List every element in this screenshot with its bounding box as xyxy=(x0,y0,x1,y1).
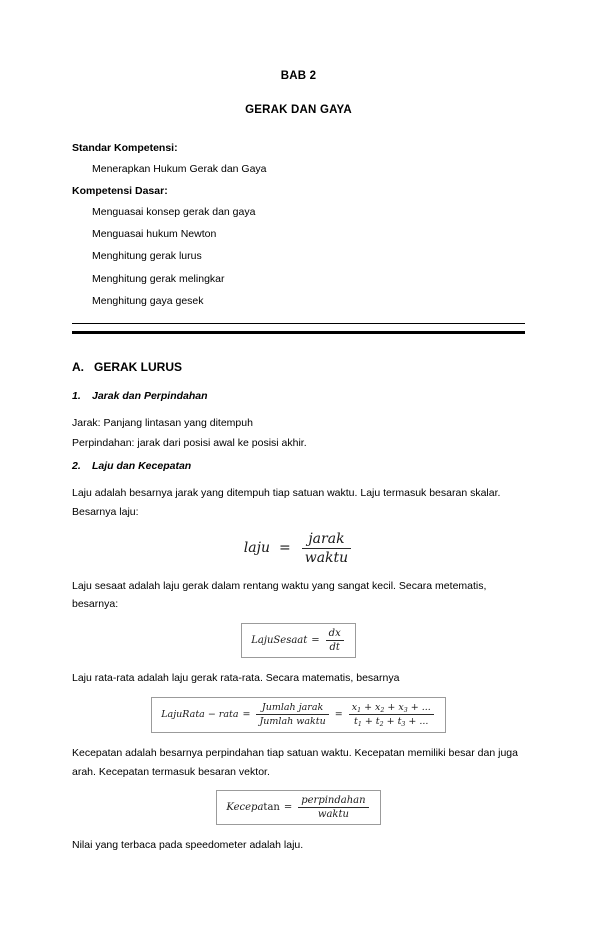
list-item: Menghitung gerak melingkar xyxy=(92,272,225,285)
fraction-denominator-terms xyxy=(349,715,434,728)
equation-lhs: LajuSesaat xyxy=(251,634,308,646)
plus-sign: + xyxy=(364,716,373,728)
fraction-denominator: Jumlah waktu xyxy=(259,716,326,728)
standar-kompetensi-label: Standar Kompetensi: xyxy=(72,142,178,154)
term-subscript: 3 xyxy=(401,721,406,729)
equation-operator: = xyxy=(242,709,251,721)
list-item: Menguasai hukum Newton xyxy=(92,228,217,241)
fraction-terms xyxy=(349,702,434,729)
term: x xyxy=(351,701,358,713)
paragraph-laju-rata-rata: Laju rata-rata adalah laju gerak rata-rata. Secara matematis, besarnya xyxy=(72,671,400,684)
paragraph-laju-sesaat: Laju sesaat adalah laju gerak dalam rentang waktu yang sangat kecil. Secara metematis, besarnya: xyxy=(72,579,487,611)
section-heading-gerak-lurus xyxy=(72,360,525,374)
equation-lhs: Kecepa xyxy=(226,802,264,814)
fraction-denominator: dt xyxy=(329,641,340,653)
fraction-numerator: dx xyxy=(326,628,344,641)
term: x xyxy=(398,701,404,713)
equation-operator: = xyxy=(283,802,293,814)
paragraph-jarak: Jarak: Panjang lintasan yang ditempuh xyxy=(72,416,253,429)
page-subtitle: GERAK DAN GAYA xyxy=(245,104,352,116)
fraction-numerator-terms xyxy=(349,702,434,716)
term: t xyxy=(354,716,358,728)
fraction xyxy=(298,795,368,820)
fraction xyxy=(326,628,344,653)
equation-row-laju-rata-rata xyxy=(72,697,525,734)
term-subscript: 1 xyxy=(357,721,362,729)
page-title: BAB 2 xyxy=(280,70,317,82)
paragraph-laju-definisi: Laju adalah besarnya jarak yang ditempuh tiap satuan waktu. Laju termasuk besaran skalar. Besarnya laju: xyxy=(72,487,501,518)
kompetensi-dasar-label: Kompetensi Dasar: xyxy=(72,185,168,198)
subsection-number: 1. xyxy=(72,389,81,402)
plus-sign: + xyxy=(408,716,417,728)
fraction-denominator: waktu xyxy=(317,809,349,821)
equation-laju-sesaat xyxy=(241,623,355,658)
list-item: Menghitung gerak lurus xyxy=(92,250,202,263)
paragraph-kecepatan: Kecepatan adalah besarnya perpindahan tiap satuan waktu. Kecepatan memiliki besar dan juga arah. Kecepatan termasuk besaran vektor. xyxy=(72,747,518,778)
subsection-title: Laju dan Kecepatan xyxy=(92,460,192,473)
equation-laju xyxy=(244,531,353,566)
fraction-numerator: perpindahan xyxy=(298,795,368,808)
plus-sign: + xyxy=(410,701,419,713)
equation-row-laju xyxy=(72,531,525,566)
list-item: Menerapkan Hukum Gerak dan Gaya xyxy=(92,163,267,175)
subsection-title: Jarak dan Perpindahan xyxy=(92,389,208,402)
equation-row-laju-sesaat xyxy=(72,623,525,658)
equation-row-kecepatan xyxy=(72,790,525,825)
paragraph-speedometer: Nilai yang terbaca pada speedometer adalah laju. xyxy=(72,839,304,852)
term-subscript: 2 xyxy=(380,706,385,714)
subsection-number: 2. xyxy=(72,460,81,473)
term: t xyxy=(397,716,402,728)
equation-operator: = xyxy=(311,634,320,646)
equation-lhs-upright: tan xyxy=(263,802,280,814)
equation-laju-rata-rata xyxy=(151,697,446,734)
fraction-numerator: Jumlah jarak xyxy=(256,702,328,715)
list-item: Menghitung gaya gesek xyxy=(92,294,204,307)
term-subscript: 2 xyxy=(379,721,384,729)
ellipsis: ... xyxy=(419,716,429,728)
section-title: GERAK LURUS xyxy=(94,359,183,374)
term: x xyxy=(375,701,381,713)
term: t xyxy=(375,716,380,728)
competency-block xyxy=(72,142,525,334)
section-letter: A. xyxy=(72,359,84,374)
subsection-heading-jarak-perpindahan xyxy=(72,390,525,402)
paragraph-perpindahan: Perpindahan: jarak dari posisi awal ke posisi akhir. xyxy=(72,437,307,450)
plus-sign: + xyxy=(364,701,373,713)
term-subscript: 3 xyxy=(403,706,408,714)
fraction xyxy=(302,531,351,566)
ellipsis: ... xyxy=(421,701,431,713)
plus-sign: + xyxy=(386,716,395,728)
subsection-heading-laju-kecepatan xyxy=(72,460,525,472)
page-content xyxy=(72,62,525,862)
plus-sign: + xyxy=(387,701,396,713)
term-subscript: 1 xyxy=(357,706,362,714)
fraction xyxy=(256,702,328,727)
fraction-denominator: waktu xyxy=(304,549,349,566)
equation-lhs: LajuRata − rata xyxy=(161,709,239,721)
list-item: Menguasai konsep gerak dan gaya xyxy=(92,206,256,219)
equation-kecepatan xyxy=(216,790,380,825)
competency-inner xyxy=(72,142,525,324)
fraction-numerator: jarak xyxy=(302,531,351,549)
equation-lhs: laju xyxy=(243,540,270,556)
equation-operator: = xyxy=(334,709,343,721)
equation-operator: = xyxy=(278,540,291,556)
